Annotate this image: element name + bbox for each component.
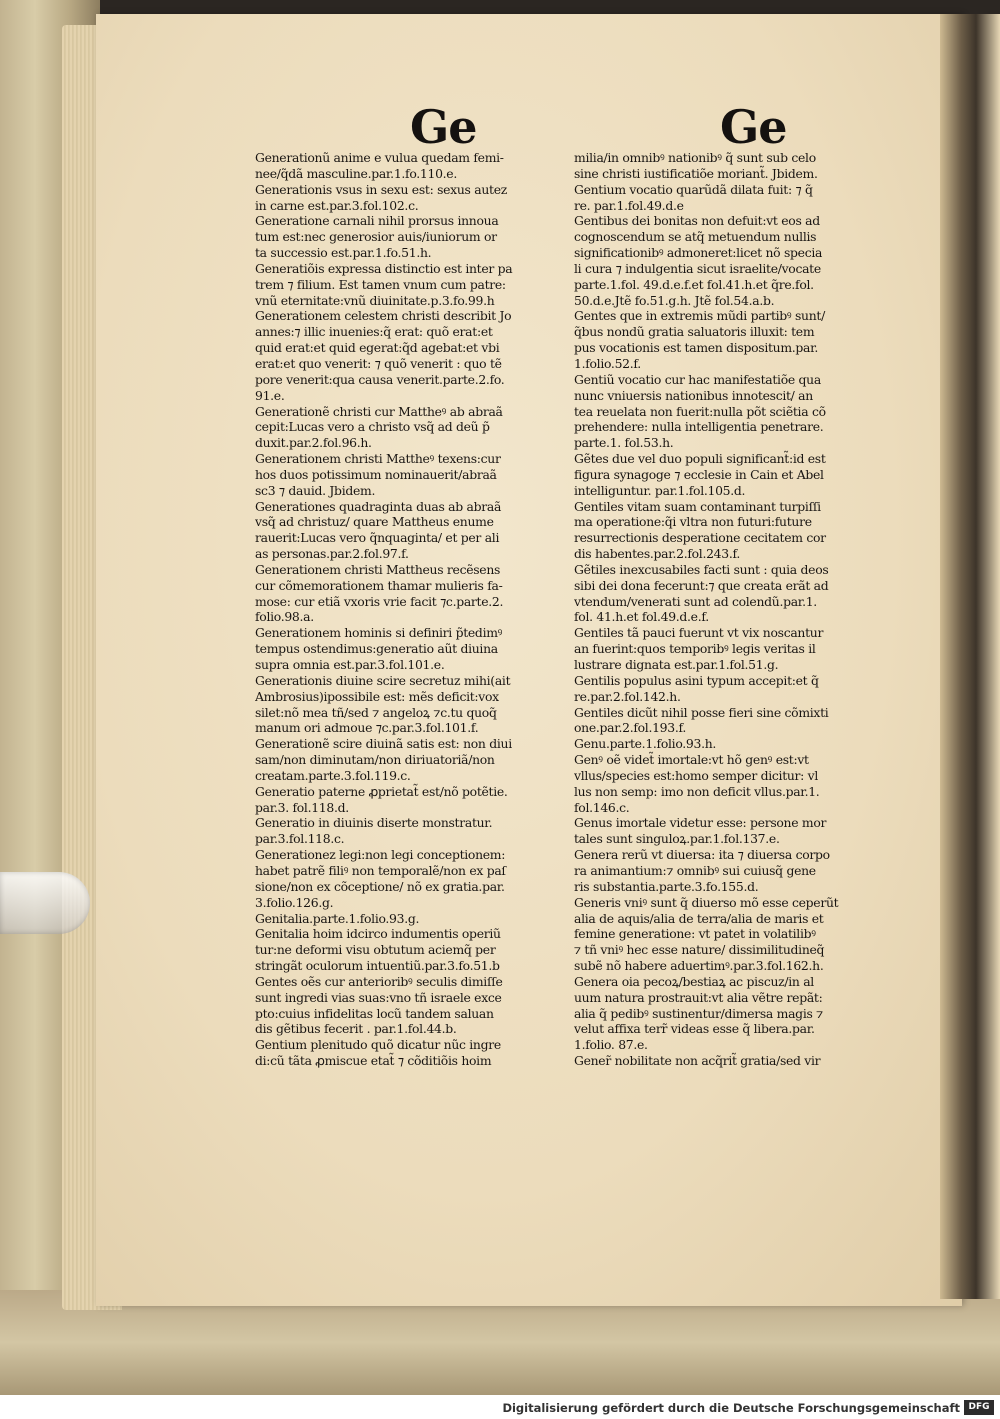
text-line: Gentes que in extremis mũdi partibꝰ sunt/ [574,308,825,324]
text-line: parte.1.fol. 49.d.e.f.et fol.41.h.et q̃re.fol. [574,276,814,292]
text-line: 1.folio.52.f. [574,355,641,371]
text-line: fol. 41.h.et fol.49.d.e.f. [574,609,709,625]
text-line: dis gẽtibus fecerit . par.1.fol.44.b. [255,1021,457,1037]
text-line: manum ori admoue ⁊c.par.3.fol.101.f. [255,720,479,736]
text-line: Gẽtes due vel duo populi significant̃:id est [574,451,826,467]
text-line: erat:et quo venerit: ⁊ quõ venerit : quo tẽ [255,355,502,371]
text-line: subẽ nõ habere aduertimꝰ.par.3.fol.162.h. [574,958,824,974]
text-line: in carne est.par.3.fol.102.c. [255,197,419,213]
text-line: dis habentes.par.2.fol.243.f. [574,546,740,562]
text-line: tea reuelata non fuerit:nulla põt sciẽtia cõ [574,403,826,419]
text-line: Generationem hominis si definiri p̃tedimꝰ [255,625,503,641]
text-line: Generationes quadraginta duas ab abraã [255,498,502,514]
right-text-column [574,150,872,1069]
text-line: tales sunt singuloꝝ.par.1.fol.137.e. [574,831,780,847]
text-line: alia q̃ pedibꝰ sustinentur/dimersa magis ⁊ [574,1005,823,1021]
text-line: one.par.2.fol.193.f. [574,720,686,736]
text-line: Generationis diuine scire secretuz mihi(ait [255,672,511,688]
text-line: parte.1. fol.53.h. [574,435,674,451]
text-line: di:cũ tãta ꝓmiscue etat̃ ⁊ cõditiõis hoim [255,1053,492,1069]
running-header-right: Ge [720,100,787,154]
text-line: Gentium vocatio quarũdã dilata fuit: ⁊ q̃ [574,181,813,197]
text-line: Gentiles dicũt nihil posse fieri sine cõmixti [574,704,829,720]
text-line: Genitalia.parte.1.folio.93.g. [255,910,420,926]
text-line: vnũ eternitate:vnũ diuinitate.p.3.fo.99.h [255,292,495,308]
text-line: cur cõmemorationem thamar mulieris fa- [255,577,503,593]
text-line: rauerit:Lucas vero q̃nquaginta/ et per ali [255,530,500,546]
text-line: Genus imortale videtur esse: persone mor [574,815,827,831]
text-line: re. par.1.fol.49.d.e [574,197,684,213]
text-line: lus non semp: imo non deficit vllus.par.1. [574,783,820,799]
book-gutter [940,14,1000,1299]
text-line: vsq̃ ad christuz/ quare Mattheus enume [255,514,494,530]
text-line: Gentilis populus asini typum accepit:et q̃ [574,672,819,688]
text-line: milia/in omnibꝰ nationibꝰ q̃ sunt sub celo [574,150,816,165]
text-line: sunt ingredi vias suas:vno tñ israele exce [255,989,502,1005]
text-line: Gentes oẽs cur anterioribꝰ seculis dimiſſe [255,973,503,989]
running-header-left: Ge [410,100,477,154]
text-line: Gentiũ vocatio cur hac manifestatiõe qua [574,371,821,387]
text-line: Gẽtiles inexcusabiles facti sunt : quia deos [574,561,829,577]
text-line: pto:cuius infidelitas locũ tandem saluan [255,1005,494,1021]
text-line: stringãt oculorum intuentiũ.par.3.fo.51.b [255,958,500,974]
text-line: tempus ostendimus:generatio aũt diuina [255,641,498,657]
text-line: habet patrẽ filiꝰ non temporalẽ/non ex paſ [255,862,506,878]
text-line: tum est:nec generosior auis/iuniorum or [255,229,497,245]
text-line: Generationũ anime e vulua quedam femi- [255,150,504,165]
text-line: 1.folio. 87.e. [574,1037,648,1053]
page-clip [0,872,90,934]
text-line: sibi dei dona fecerunt:⁊ que creata erãt ad [574,577,829,593]
text-line: Gener̃ nobilitate non acq̃rit̃ gratia/sed vir [574,1053,821,1069]
text-line: ra animantium:⁊ omnibꝰ sui cuiusq̃ gene [574,862,816,878]
text-line: Generatiõis expressa distinctio est inter pa [255,260,513,276]
text-line: Generationez legi:non legi conceptionem: [255,847,506,863]
text-line: sc3 ⁊ dauid. Jbidem. [255,482,376,498]
text-line: ma operatione:q̃i vltra non futuri:future [574,514,812,530]
text-line: fol.146.c. [574,799,630,815]
text-line: prehendere: nulla intelligentia penetrare. [574,419,824,435]
text-line: Genu.parte.1.folio.93.h. [574,736,717,752]
text-line: sine christi iustificatiõe moriant̃. Jbidem. [574,165,818,181]
dfg-logo: DFG [964,1400,994,1415]
text-line: 91.e. [255,387,285,403]
text-line: Generatio in diuinis diserte monstratur. [255,815,493,831]
text-line: an fuerint:quos temporibꝰ legis veritas il [574,641,816,657]
text-line: Generationẽ scire diuinã satis est: non diui [255,736,512,752]
text-line: Generationis vsus in sexu est: sexus autez [255,181,507,197]
text-line: silet:nõ mea tñ/sed ⁊ angeloꝝ ⁊c.tu quoq̃ [255,704,497,720]
text-line: sam/non diminutam/non diriuatoriã/non [255,752,495,768]
text-line: folio.98.a. [255,609,314,625]
text-line: ris substantia.parte.3.fo.155.d. [574,878,759,894]
text-line: resurrectionis desperatione cecitatem cor [574,530,826,546]
text-line: Generationem celestem christi describit Jo [255,308,512,324]
text-line: ⁊ tñ vniꝰ hec esse nature/ dissimilitudineq̃ [574,942,825,958]
text-line: significationibꝰ admoneret:licet nõ specia [574,245,823,261]
text-line: tur:ne deformi visu obtutum aciemq̃ per [255,942,496,958]
text-line: Genitalia hoim idcirco indumentis operiũ [255,926,501,942]
text-line: lustrare dignata est.par.1.fol.51.g. [574,657,779,672]
text-line: annes:⁊ illic inuenies:q̃ erat: quõ erat:et [255,324,493,340]
text-line: Generationem christi Mattheus recẽsens [255,561,501,577]
text-line: cepit:Lucas vero a christo vsq̃ ad deũ p̃ [255,419,490,435]
text-line: Genera oia pecoꝝ/bestiaꝝ ac piscuz/in al [574,973,814,989]
text-line: Generis vniꝰ sunt q̃ diuerso mõ esse ceperũt [574,894,839,910]
text-line: Generatio paterne ꝓprietat̃ est/nõ potẽtie. [255,783,508,799]
text-line: Gentium plenitudo quõ dicatur nũc ingre [255,1037,501,1053]
funding-credit: Digitalisierung gefördert durch die Deutsche Forschungsgemeinschaft [502,1401,960,1415]
text-line: hos duos potissimum nominauerit/abraã [255,466,497,482]
text-line: pus vocationis est tamen dispositum.par. [574,340,819,356]
text-line: re.par.2.fol.142.h. [574,688,681,704]
text-line: as personas.par.2.fol.97.f. [255,546,409,562]
text-line: trem ⁊ filium. Est tamen vnum cum patre: [255,276,506,292]
text-line: Gentiles tã pauci fuerunt vt vix noscantur [574,625,824,641]
text-line: li cura ⁊ indulgentia sicut israelite/vocate [574,260,821,276]
text-line: ta successio est.par.1.fo.51.h. [255,245,432,261]
text-line: intelliguntur. par.1.fol.105.d. [574,482,746,498]
text-line: sione/non ex cõceptione/ nõ ex gratia.par. [255,878,505,894]
text-line: pore venerit:qua causa venerit.parte.2.fo. [255,371,505,387]
text-line: 3.folio.126.g. [255,894,334,910]
left-text-column [255,150,553,1069]
text-line: alia de aquis/alia de terra/alia de maris et [574,910,824,926]
text-line: vtendum/venerati sunt ad colendũ.par.1. [574,593,817,609]
text-line: vllus/species est:homo semper dicitur: vl [574,767,819,783]
text-line: Gentiles vitam suam contaminant turpiſſi [574,498,821,514]
text-line: Genꝰ oẽ videt̃ imortale:vt hõ genꝰ est:vt [574,752,809,768]
text-line: cognoscendum se atq̃ metuendum nullis [574,229,817,245]
text-line: 50.d.e.Jtẽ fo.51.g.h. Jtẽ fol.54.a.b. [574,292,775,308]
text-line: Genera rerũ vt diuersa: ita ⁊ diuersa corpo [574,847,830,863]
text-line: Generationẽ christi cur Mattheꝰ ab abraã [255,403,503,419]
text-line: quid erat:et quid egerat:q̃d agebat:et vbi [255,340,500,356]
text-line: mose: cur etiã vxoris vrie facit ⁊c.parte.2. [255,593,504,609]
text-line: Generatione carnali nihil prorsus innoua [255,213,499,229]
text-line: q̃bus nondũ gratia saluatoris illuxit: tem [574,324,815,340]
text-line: nee/q̃dã masculine.par.1.fo.110.e. [255,165,457,181]
text-line: par.3.fol.118.c. [255,831,345,847]
text-line: velut affixa terr̃ videas esse q̃ libera.par. [574,1021,815,1037]
text-line: uum natura prostrauit:vt alia vẽtre repãt: [574,989,823,1005]
text-line: figura synagoge ⁊ ecclesie in Cain et Abel [574,466,824,482]
text-line: supra omnia est.par.3.fol.101.e. [255,657,445,672]
text-line: par.3. fol.118.d. [255,799,349,815]
text-line: Gentibus dei bonitas non defuit:vt eos ad [574,213,820,229]
text-line: femine generatione: vt patet in volatilibꝰ [574,926,816,942]
text-line: nunc vniuersis nationibus innotescit/ an [574,387,813,403]
text-line: Ambrosius)ipossibile est: mẽs deficit:vox [255,688,499,704]
text-line: Generationem christi Mattheꝰ texens:cur [255,451,501,467]
text-line: duxit.par.2.fol.96.h. [255,435,372,451]
text-line: creatam.parte.3.fol.119.c. [255,767,411,783]
